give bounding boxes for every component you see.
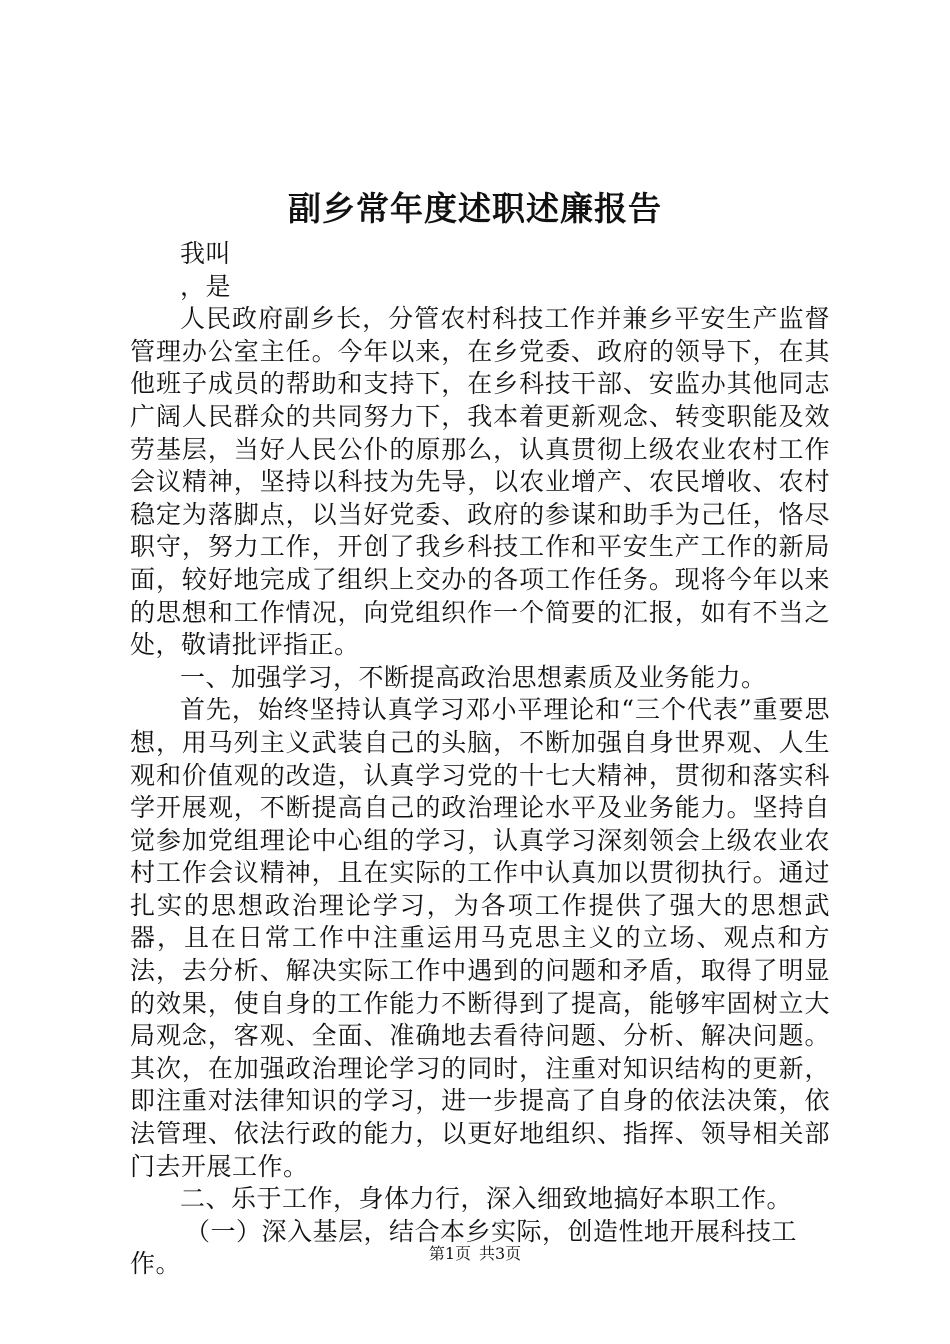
page-footer	[0, 1242, 950, 1266]
document-title: 副乡常年度述职述廉报告	[288, 189, 662, 228]
page-total: 共3页	[479, 1244, 522, 1263]
page-number: 第1页	[428, 1244, 471, 1263]
paragraph-position-intro: ，是	[180, 271, 232, 301]
document-body	[130, 238, 830, 1281]
paragraph-name-intro: 我叫	[180, 239, 232, 268]
subsection-heading-grassroots: （一）深入基层，结合本乡实际，创造性地开展科技工作。	[130, 1216, 798, 1279]
section-heading-study: 一、加强学习，不断提高政治思想素质及业务能力。	[180, 662, 767, 692]
paragraph-study: 首先，始终坚持认真学习邓小平理论和“三个代表”重要思想，用马列主义武装自己的头脑，不断加强自身世界观、人生观和价值观的改造，认真学习党的十七大精神，贯彻和落实科学开展观，不断提高自己的政治理论水平及业务能力。坚持自觉参加党组理论中心组的学习，认真学习深刻领会上级农业农村工作会议精神，且在实际的工作中认真加以贯彻执行。通过扎实的思想政治理论学习，为各项工作提供了强大的思想武器，且在日常工作中注重运用马克思主义的立场、观点和方法，去分析、解决实际工作中遇到的问题和矛盾，取得了明显的效果，使自身的工作能力不断得到了提高，能够牢固树立大局观念，客观、全面、准确地去看待问题、分析、解决问题。其次，在加强政治理论学习的同时，注重对知识结构的更新，即注重对法律知识的学习，进一步提高了自身的依法决策，依法管理、依法行政的能力，以更好地组织、指挥、领导相关部门去开展工作。	[130, 695, 830, 1181]
section-heading-work: 二、乐于工作，身体力行，深入细致地搞好本职工作。	[180, 1184, 793, 1214]
paragraph-overview: 人民政府副乡长，分管农村科技工作并兼乡平安生产监督管理办公室主任。今年以来，在乡党委、政府的领导下，在其他班子成员的帮助和支持下，在乡科技干部、安监办其他同志广阔人民群众的共同努力下，我本着更新观念、转变职能及效劳基层，当好人民公仆的原那么，认真贯彻上级农业农村工作会议精神，坚持以科技为先导，以农业增产、农民增收、农村稳定为落脚点，以当好党委、政府的参谋和助手为己任，恪尽职守，努力工作，开创了我乡科技工作和平安生产工作的新局面，较好地完成了组织上交办的各项工作任务。现将今年以来的思想和工作情况，向党组织作一个简要的汇报，如有不当之处，敬请批评指正。	[130, 304, 830, 660]
